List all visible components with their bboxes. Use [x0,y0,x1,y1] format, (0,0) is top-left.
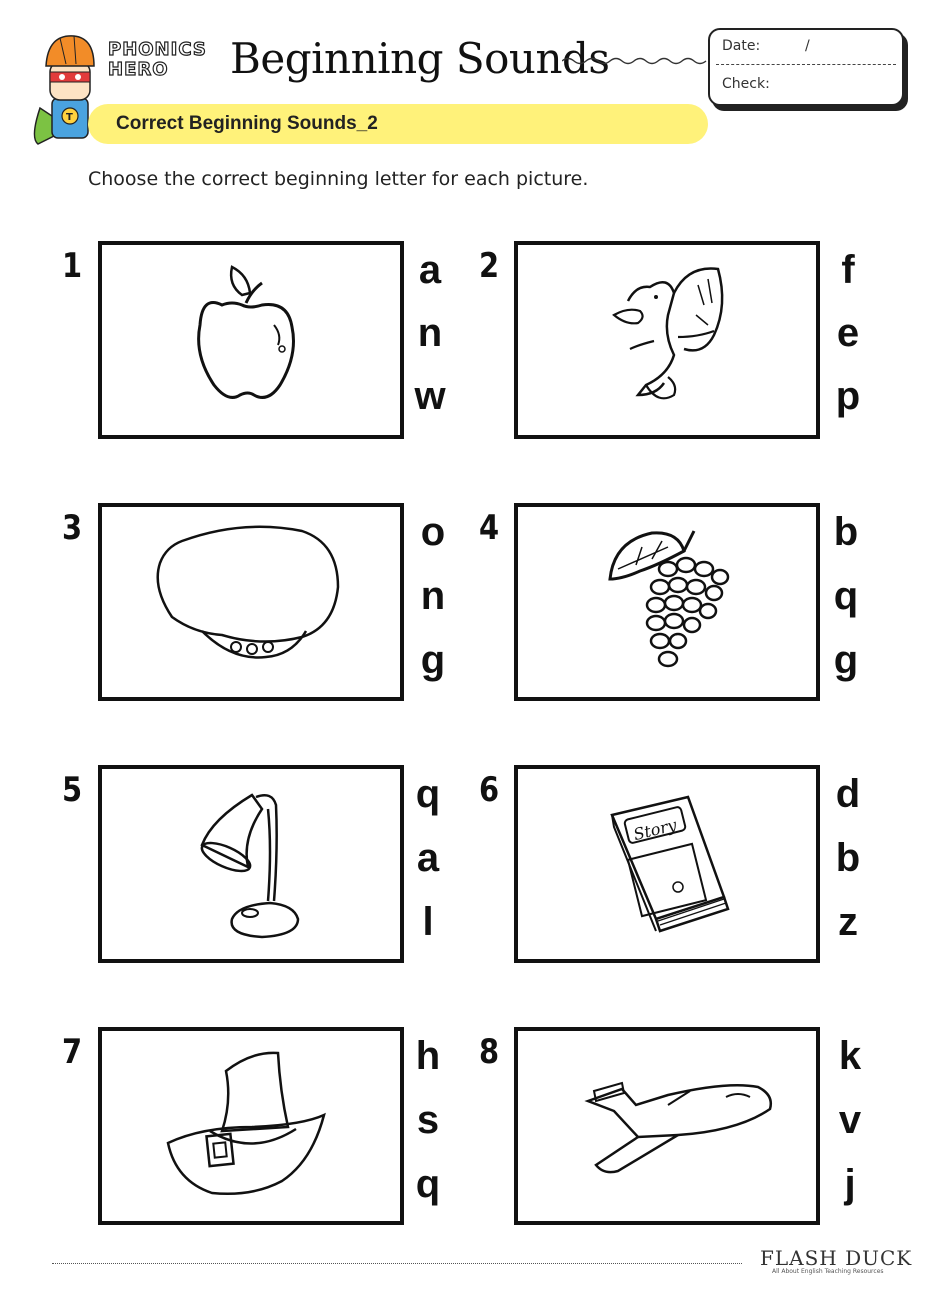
option-letter[interactable]: e [836,311,860,355]
footer-tagline: All About English Teaching Resources [772,1268,884,1275]
svg-text:T: T [66,112,73,123]
picture-frame-fox [514,241,820,439]
item-number: 8 [479,1032,500,1072]
option-letter[interactable]: g [833,638,859,682]
item-number: 3 [62,508,83,548]
option-letter[interactable]: b [835,836,861,880]
item-number: 6 [479,770,500,810]
apple-icon [102,245,400,435]
option-letter[interactable]: o [420,510,446,554]
option-letter[interactable]: g [420,638,446,682]
picture-frame-onion [98,503,404,701]
check-label: Check: [722,76,770,92]
page-title: Beginning Sounds [230,34,610,83]
instructions-text: Choose the correct beginning letter for each picture. [88,168,589,190]
option-letter[interactable]: a [418,248,442,292]
option-letter[interactable]: h [415,1034,441,1078]
footer-logo: FLASH DUCK [760,1246,913,1270]
date-divider [716,64,896,65]
picture-frame-jet [514,1027,820,1225]
lamp-icon [102,769,400,959]
option-letter[interactable]: p [835,374,861,418]
brand-line-2: HERO [108,59,169,80]
option-letter[interactable]: b [833,510,859,554]
item-number: 1 [62,246,83,286]
grapes-icon [518,507,816,697]
option-letter[interactable]: s [416,1098,440,1142]
picture-frame-grapes [514,503,820,701]
wavy-divider [562,54,708,68]
option-letter[interactable]: f [841,248,855,292]
item-number: 4 [479,508,500,548]
picture-frame-apple [98,241,404,439]
option-letter[interactable]: q [415,1162,441,1206]
fox-icon [518,245,816,435]
item-number: 7 [62,1032,83,1072]
option-letter[interactable]: w [414,374,446,418]
hat-icon [102,1031,400,1221]
option-letter[interactable]: k [838,1034,862,1078]
date-slash: / [805,38,810,54]
option-letter[interactable]: v [838,1098,862,1142]
banner-title: Correct Beginning Sounds_2 [116,113,378,134]
option-letter[interactable]: d [835,772,861,816]
date-label: Date: [722,38,761,54]
option-letter[interactable]: n [420,574,446,618]
item-number: 2 [479,246,500,286]
option-letter[interactable]: n [417,311,443,355]
picture-frame-lamp [98,765,404,963]
option-letter[interactable]: q [415,772,441,816]
brand-logo [108,40,207,80]
jet-icon [518,1031,816,1221]
brand-line-1: PHONICS [108,39,207,60]
book-icon [518,769,816,959]
svg-text:Story: Story [631,815,679,845]
picture-frame-book [514,765,820,963]
item-number: 5 [62,770,83,810]
option-letter[interactable]: z [838,900,858,944]
option-letter[interactable]: l [422,900,434,944]
footer-divider [52,1263,742,1264]
picture-frame-hat [98,1027,404,1225]
option-letter[interactable]: q [833,574,859,618]
onion-icon [102,507,400,697]
option-letter[interactable]: j [844,1162,856,1206]
option-letter[interactable]: a [416,836,440,880]
